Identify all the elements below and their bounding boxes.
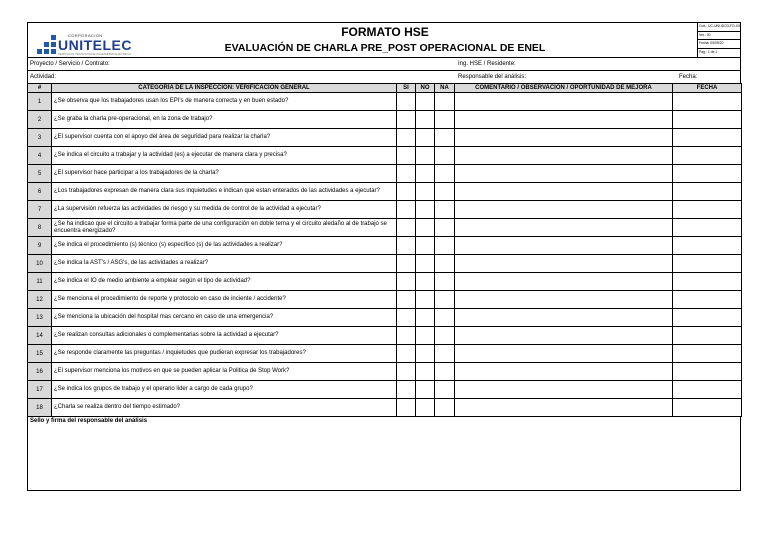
comment-cell[interactable]: [455, 273, 673, 291]
check-na[interactable]: [435, 327, 455, 345]
row-question: ¿La supervisión refuerza las actividades de riesgo y su medida de control de la actividad a ejecutar?: [52, 201, 397, 219]
doc-code: Cod.: UC-UNI-SIG3-FO-XX: [698, 23, 740, 32]
row-number: 15: [28, 345, 52, 363]
check-si[interactable]: [397, 147, 416, 165]
check-no[interactable]: [416, 309, 435, 327]
check-na[interactable]: [435, 309, 455, 327]
date-label: Fecha:: [679, 74, 698, 80]
date-cell[interactable]: [673, 201, 742, 219]
table-row: [28, 111, 742, 129]
check-na[interactable]: [435, 165, 455, 183]
date-cell[interactable]: [673, 165, 742, 183]
signature-label: Sello y firma del responsable del análisis: [30, 418, 148, 424]
row-number: 14: [28, 327, 52, 345]
date-cell[interactable]: [673, 129, 742, 147]
row-number: 18: [28, 399, 52, 417]
check-si[interactable]: [397, 165, 416, 183]
row-question: ¿El supervisor menciona los motivos en que se pueden aplicar la Politica de Stop Work?: [52, 363, 397, 381]
row-number: 2: [28, 111, 52, 129]
check-na[interactable]: [435, 381, 455, 399]
date-cell[interactable]: [673, 273, 742, 291]
comment-cell[interactable]: [455, 291, 673, 309]
row-number: 8: [28, 219, 52, 237]
check-si[interactable]: [397, 273, 416, 291]
check-na[interactable]: [435, 363, 455, 381]
check-no[interactable]: [416, 345, 435, 363]
logo-corporation: CORPORACIÓN: [68, 33, 103, 38]
row-number: 7: [28, 201, 52, 219]
table-row: [28, 129, 742, 147]
check-si[interactable]: [397, 363, 416, 381]
check-no[interactable]: [416, 327, 435, 345]
check-no[interactable]: [416, 201, 435, 219]
logo-tagline: SERVICIOS TÉCNICOS DE INGENIERÍA ELÉCTRICA: [58, 52, 132, 56]
date-cell[interactable]: [673, 327, 742, 345]
date-cell[interactable]: [673, 381, 742, 399]
check-si[interactable]: [397, 201, 416, 219]
activity-row: [27, 70, 741, 83]
table-row: [28, 237, 742, 255]
row-question: ¿Se graba la charla pre-operacional, en la zona de trabajo?: [52, 111, 397, 129]
check-na[interactable]: [435, 129, 455, 147]
check-no[interactable]: [416, 165, 435, 183]
date-cell[interactable]: [673, 237, 742, 255]
header-si: SI: [397, 84, 416, 93]
company-logo: [28, 23, 146, 57]
check-si[interactable]: [397, 255, 416, 273]
check-si[interactable]: [397, 219, 416, 237]
table-header-row: [28, 84, 742, 93]
header-na: NA: [435, 84, 455, 93]
row-question: ¿Se indica la AST's / ASG's, de las actividades a realizar?: [52, 255, 397, 273]
row-question: ¿Se realizan consultas adicionales o complementarias sobre la actividad a ejecutar?: [52, 327, 397, 345]
check-na[interactable]: [435, 183, 455, 201]
check-no[interactable]: [416, 183, 435, 201]
row-question: ¿Se menciona la ubicación del hospital mas cercano en caso de una emergencia?: [52, 309, 397, 327]
date-cell[interactable]: [673, 309, 742, 327]
table-row: [28, 381, 742, 399]
date-cell[interactable]: [673, 147, 742, 165]
check-na[interactable]: [435, 237, 455, 255]
row-number: 16: [28, 363, 52, 381]
comment-cell[interactable]: [455, 399, 673, 417]
check-si[interactable]: [397, 399, 416, 417]
document-codes: [697, 23, 740, 57]
comment-cell[interactable]: [455, 219, 673, 237]
row-question: ¿Charla se realiza dentro del tiempo estimado?: [52, 399, 397, 417]
table-row: [28, 327, 742, 345]
check-no[interactable]: [416, 291, 435, 309]
doc-page: Pag.: 1 de 1: [699, 49, 718, 54]
check-no[interactable]: [416, 237, 435, 255]
date-cell[interactable]: [673, 219, 742, 237]
check-na[interactable]: [435, 399, 455, 417]
check-no[interactable]: [416, 399, 435, 417]
check-si[interactable]: [397, 93, 416, 111]
check-no[interactable]: [416, 255, 435, 273]
comment-cell[interactable]: [455, 129, 673, 147]
header-comment: COMENTARIO / OBSERVACIÓN / OPORTUNIDAD DE MEJORA: [455, 84, 673, 93]
comment-cell[interactable]: [455, 327, 673, 345]
date-cell[interactable]: [673, 183, 742, 201]
comment-cell[interactable]: [455, 183, 673, 201]
row-question: ¿El supervisor hace participar a los trabajadores de la charla?: [52, 165, 397, 183]
table-row: [28, 255, 742, 273]
check-no[interactable]: [416, 111, 435, 129]
check-si[interactable]: [397, 381, 416, 399]
check-si[interactable]: [397, 345, 416, 363]
row-number: 4: [28, 147, 52, 165]
checklist-table: [27, 83, 742, 417]
hse-form: [27, 22, 741, 491]
row-question: ¿Se indica el circuito a trabajar y la actividad (es) a ejecutar de manera clara y precisa?: [52, 147, 397, 165]
table-row: [28, 147, 742, 165]
project-row: [27, 57, 741, 70]
check-si[interactable]: [397, 327, 416, 345]
table-row: [28, 309, 742, 327]
table-row: [28, 183, 742, 201]
row-number: 17: [28, 381, 52, 399]
check-na[interactable]: [435, 273, 455, 291]
row-question: ¿Se menciona el procedimiento de reporte y protocolo en caso de inciente / accidente?: [52, 291, 397, 309]
comment-cell[interactable]: [455, 381, 673, 399]
table-row: [28, 363, 742, 381]
table-row: [28, 93, 742, 111]
header-num: #: [28, 84, 52, 93]
row-number: 10: [28, 255, 52, 273]
table-row: [28, 399, 742, 417]
check-na[interactable]: [435, 93, 455, 111]
logo-squares-icon: [36, 35, 56, 55]
row-question: ¿Se indica el procedimiento (s) técnico (s) específico (s) de las actividades a realizar?: [52, 237, 397, 255]
project-label: Proyecto / Servicio / Contrato:: [30, 61, 110, 67]
row-number: 6: [28, 183, 52, 201]
header-category: CATEGORÍA DE LA INSPECCIÓN: VERIFICACIÓN GENERAL: [52, 84, 397, 93]
check-no[interactable]: [416, 129, 435, 147]
row-number: 9: [28, 237, 52, 255]
comment-cell[interactable]: [455, 255, 673, 273]
comment-cell[interactable]: [455, 147, 673, 165]
doc-date: Fecha: 09/09/20: [698, 40, 740, 49]
activity-label: Actividad:: [30, 74, 57, 80]
comment-cell[interactable]: [455, 201, 673, 219]
date-cell[interactable]: [673, 291, 742, 309]
check-no[interactable]: [416, 381, 435, 399]
row-number: 12: [28, 291, 52, 309]
row-number: 1: [28, 93, 52, 111]
table-row: [28, 273, 742, 291]
check-si[interactable]: [397, 129, 416, 147]
table-row: [28, 345, 742, 363]
signature-box: [27, 417, 741, 491]
table-row: [28, 219, 742, 237]
check-no[interactable]: [416, 363, 435, 381]
date-cell[interactable]: [673, 345, 742, 363]
comment-cell[interactable]: [455, 165, 673, 183]
row-question: ¿Se responde claramente las preguntas / inquietudes que pudieran expresar los trabajadores?: [52, 345, 397, 363]
check-na[interactable]: [435, 147, 455, 165]
row-number: 3: [28, 129, 52, 147]
date-cell[interactable]: [673, 363, 742, 381]
comment-cell[interactable]: [455, 345, 673, 363]
date-cell[interactable]: [673, 111, 742, 129]
check-si[interactable]: [397, 237, 416, 255]
table-row: [28, 201, 742, 219]
row-question: ¿Se indica el IO de medio ambiente a emplear según el tipo de actividad?: [52, 273, 397, 291]
logo-name: UNITELEC: [58, 37, 132, 53]
row-number: 13: [28, 309, 52, 327]
comment-cell[interactable]: [455, 363, 673, 381]
check-no[interactable]: [416, 147, 435, 165]
comment-cell[interactable]: [455, 93, 673, 111]
date-cell[interactable]: [673, 399, 742, 417]
row-number: 11: [28, 273, 52, 291]
check-no[interactable]: [416, 93, 435, 111]
check-no[interactable]: [416, 219, 435, 237]
engineer-label: Ing. HSE / Residente:: [458, 61, 516, 67]
table-row: [28, 291, 742, 309]
table-row: [28, 165, 742, 183]
check-si[interactable]: [397, 183, 416, 201]
form-header: [27, 22, 741, 57]
responsible-label: Responsable del análisis:: [458, 74, 527, 80]
row-question: ¿Se observa que los trabajadores usan los EPI's de manera correcta y en buen estado?: [52, 93, 397, 111]
check-si[interactable]: [397, 111, 416, 129]
check-si[interactable]: [397, 309, 416, 327]
doc-version: Ver.: 00: [698, 32, 740, 41]
header-no: NO: [416, 84, 435, 93]
row-question: ¿Se ha indicao que el circuito a trabajar forma parte de una configuración en doble terna y el circuito aledaño al de trabajo se encuentra energizado?: [52, 219, 397, 237]
form-title: FORMATO HSE: [341, 25, 429, 39]
row-question: ¿Los trabajadores expresan de manera clara sus inquietudes e indican que estan enterados de las actividades a ejecutar?: [52, 183, 397, 201]
header-date: FECHA: [673, 84, 742, 93]
comment-cell[interactable]: [455, 237, 673, 255]
row-number: 5: [28, 165, 52, 183]
check-na[interactable]: [435, 111, 455, 129]
date-cell[interactable]: [673, 93, 742, 111]
check-na[interactable]: [435, 345, 455, 363]
form-subtitle: EVALUACIÓN DE CHARLA PRE_POST OPERACIONAL DE ENEL: [224, 42, 546, 54]
check-na[interactable]: [435, 255, 455, 273]
date-cell[interactable]: [673, 255, 742, 273]
comment-cell[interactable]: [455, 111, 673, 129]
check-na[interactable]: [435, 219, 455, 237]
check-na[interactable]: [435, 201, 455, 219]
check-na[interactable]: [435, 291, 455, 309]
comment-cell[interactable]: [455, 309, 673, 327]
check-no[interactable]: [416, 273, 435, 291]
row-question: ¿El supervisor cuenta con el apoyo del área de seguridad para realizar la charla?: [52, 129, 397, 147]
row-question: ¿Se indica los grupos de trabajo y el operario lider a cargo de cada grupo?: [52, 381, 397, 399]
check-si[interactable]: [397, 291, 416, 309]
